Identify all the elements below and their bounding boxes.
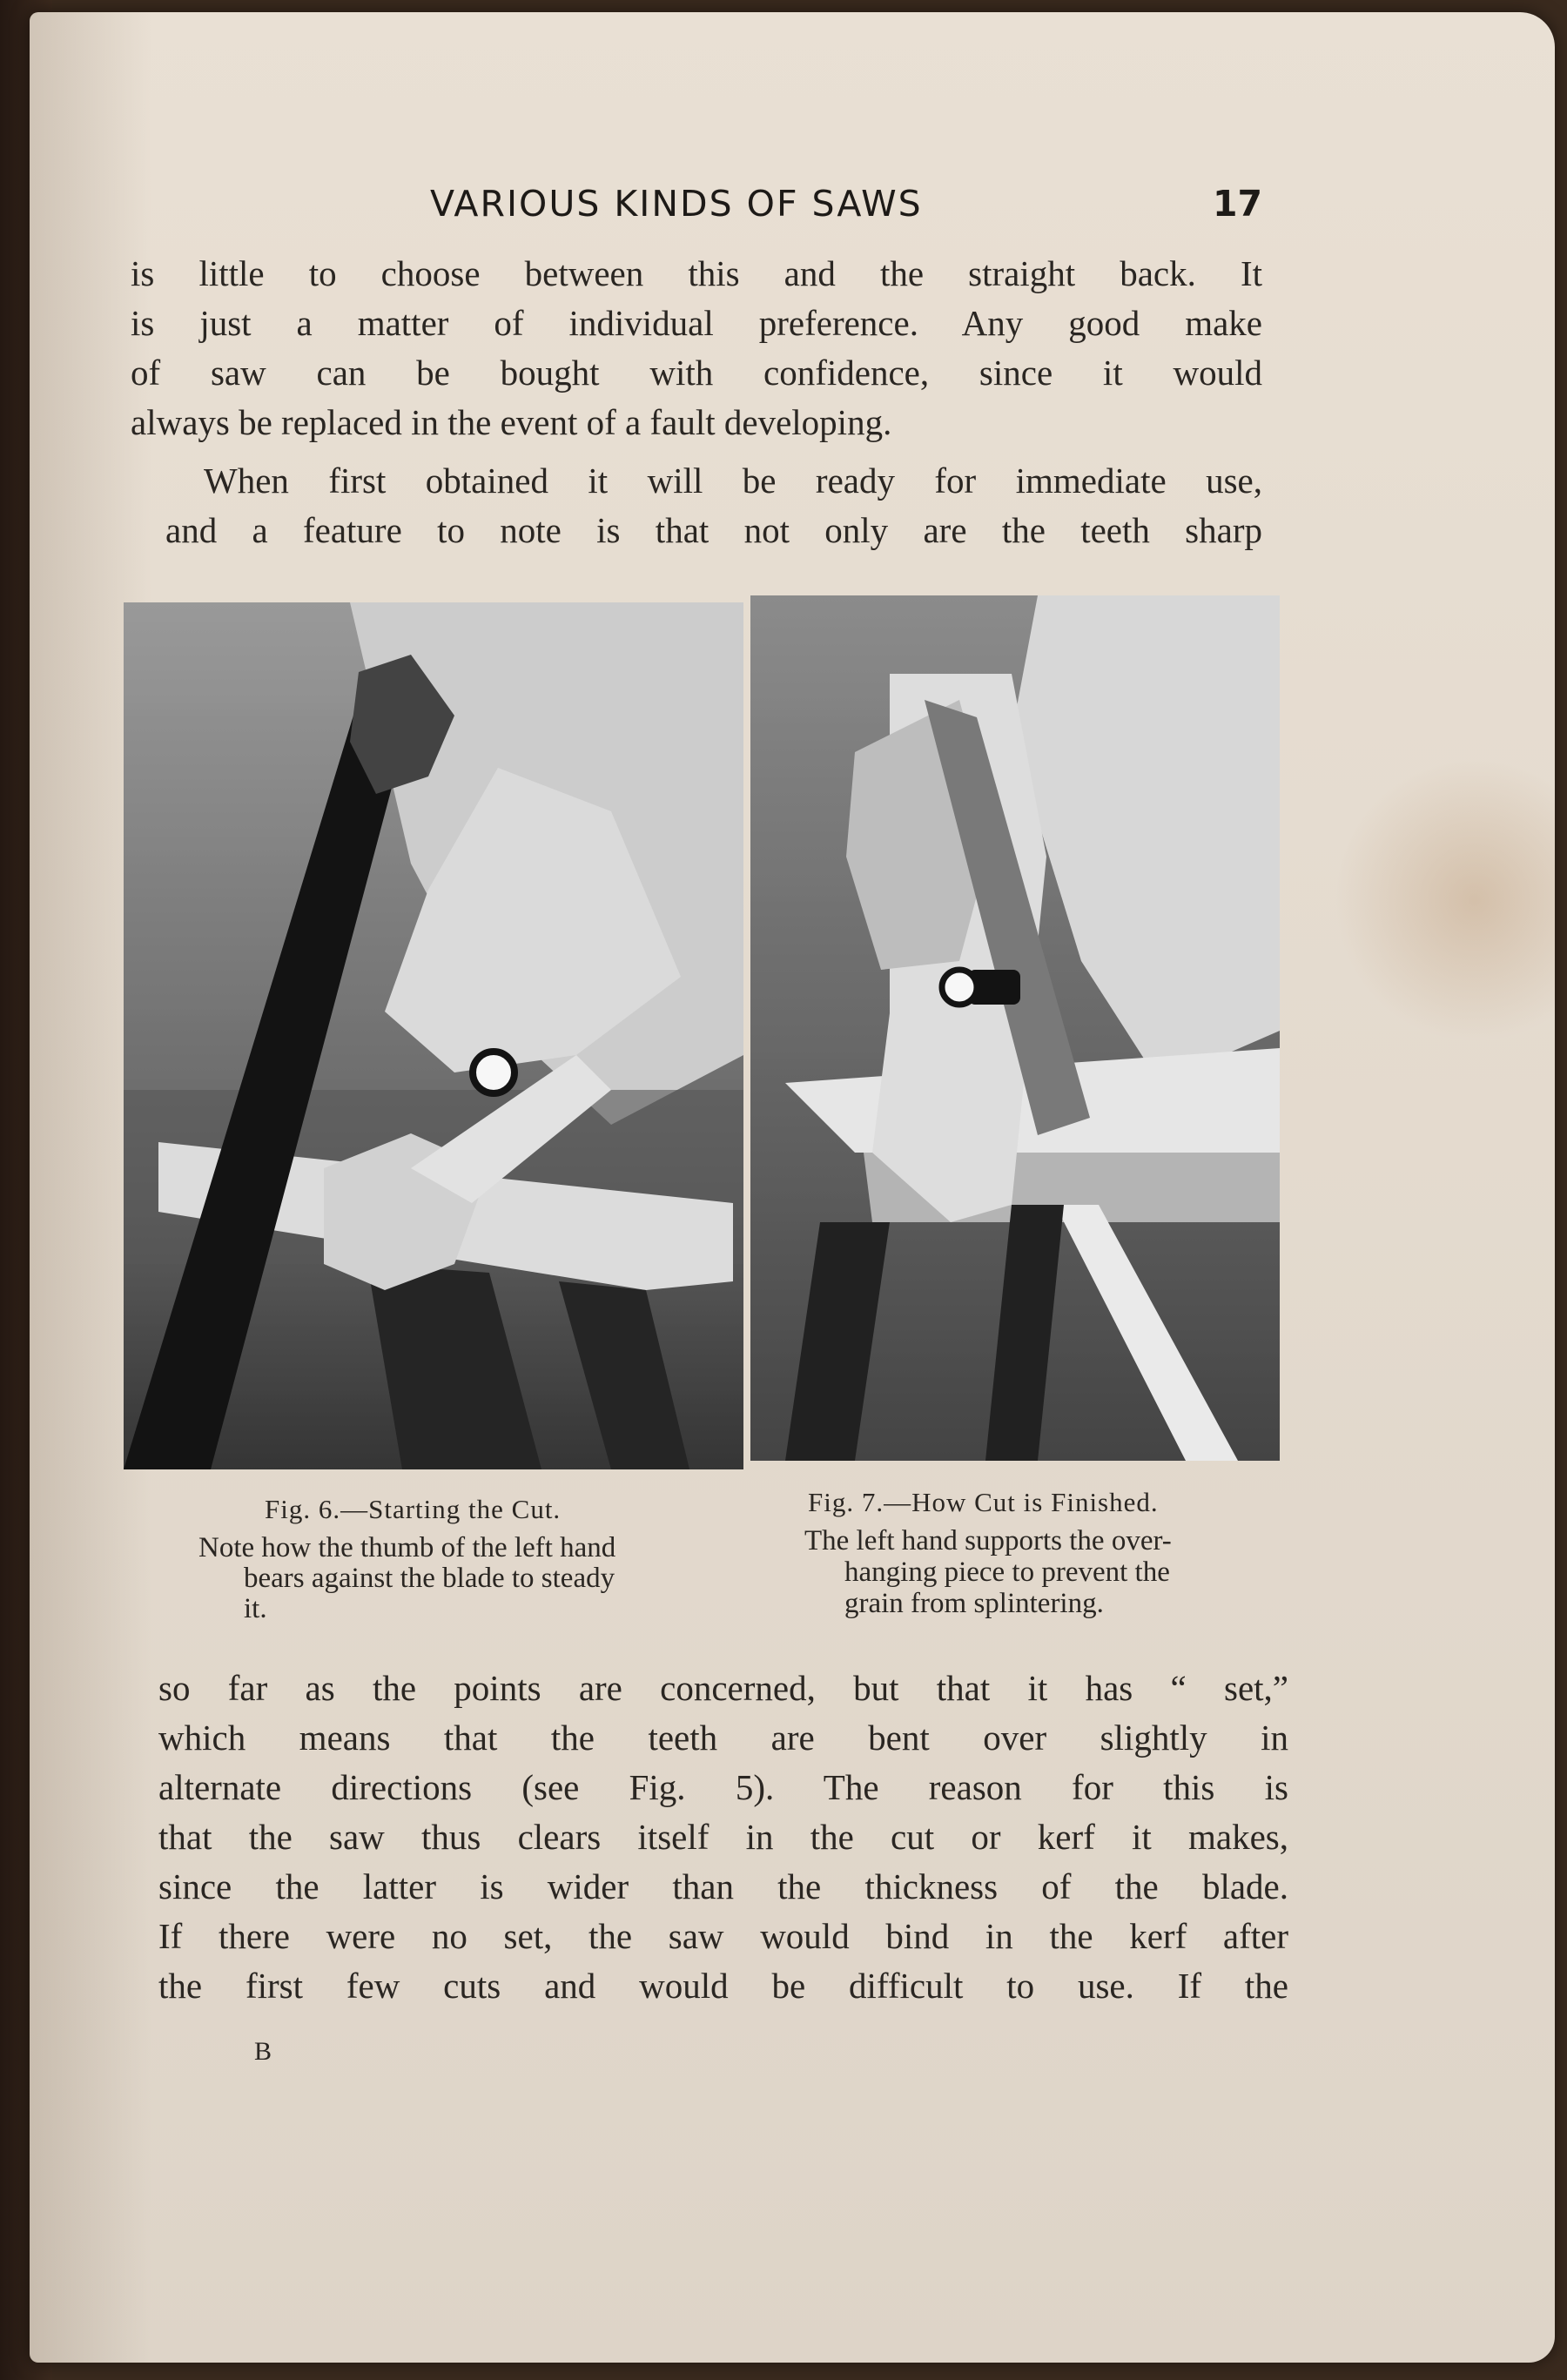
paragraph-line: which means that the teeth are bent over slightly in [158, 1718, 1288, 1758]
figure-7-caption-line: grain from splintering. [844, 1588, 1104, 1619]
figure-6-caption-line: bears against the blade to steady [244, 1563, 615, 1594]
paragraph-line: When first obtained it will be ready for immediate use, [204, 461, 1262, 501]
figure-6-photo [124, 602, 743, 1469]
paragraph-line: the first few cuts and would be difficult to use. If the [158, 1966, 1288, 2006]
figure-7-title: Fig. 7.—How Cut is Finished. [808, 1487, 1159, 1517]
paragraph-line: is just a matter of individual preference. Any good make [131, 303, 1262, 343]
figure-6-caption-line: Note how the thumb of the left hand [198, 1532, 616, 1563]
paragraph-line: is little to choose between this and the straight back. It [131, 253, 1262, 293]
paragraph-line: that the saw thus clears itself in the cut or kerf it makes, [158, 1817, 1288, 1857]
paragraph-line: so far as the points are concerned, but that it has “ set,” [158, 1668, 1288, 1708]
page-number: 17 [1212, 183, 1262, 225]
figure-6-title: Fig. 6.—Starting the Cut. [265, 1494, 562, 1524]
figure-7-caption-line: hanging piece to prevent the [844, 1556, 1170, 1588]
running-head [131, 183, 1262, 235]
figure-7-caption-line: The left hand supports the over- [804, 1525, 1172, 1556]
paragraph-line: always be replaced in the event of a fault developing. [131, 402, 892, 442]
paragraph-line: since the latter is wider than the thickness of the blade. [158, 1866, 1288, 1906]
paragraph-line: alternate directions (see Fig. 5). The reason for this is [158, 1767, 1288, 1807]
signature-mark: B [254, 2037, 272, 2066]
sawing-start-illustration [124, 602, 743, 1469]
figure-7-photo [750, 595, 1280, 1461]
paragraph-line: If there were no set, the saw would bind in the kerf after [158, 1916, 1288, 1956]
running-head-title: VARIOUS KINDS OF SAWS [430, 183, 923, 225]
sawing-finish-illustration [750, 595, 1280, 1461]
figure-6-caption-line: it. [244, 1593, 267, 1624]
paragraph-line: of saw can be bought with confidence, since it would [131, 353, 1262, 393]
paragraph-line: and a feature to note is that not only are the teeth sharp [165, 510, 1262, 550]
